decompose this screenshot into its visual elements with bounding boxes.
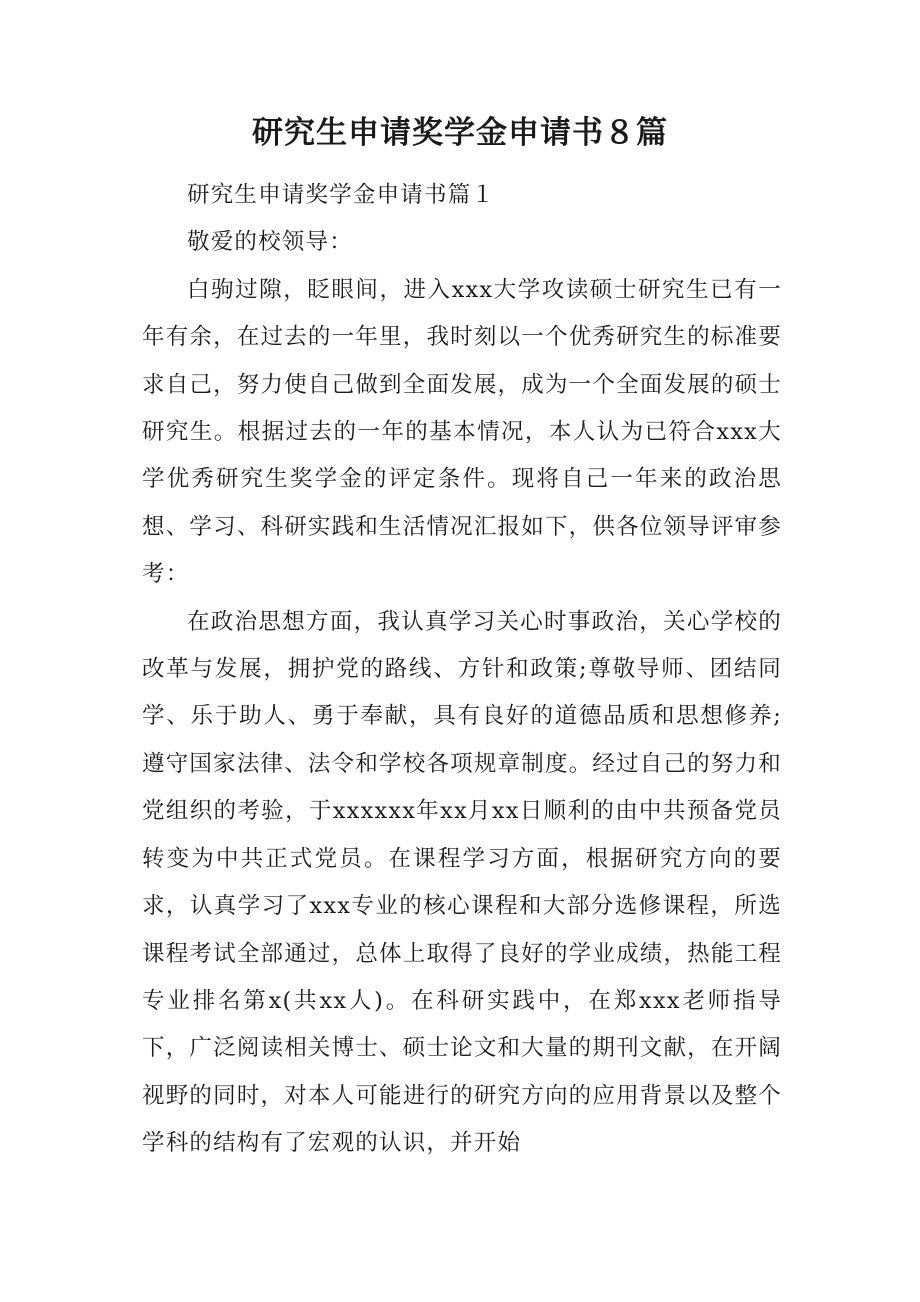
salutation: 敬爱的校领导：: [187, 229, 353, 256]
paragraph-1: 白驹过隙，眨眼间，进入xxx大学攻读硕士研究生已有一年有余，在过去的一年里，我时刻以一个优秀研究生的标准要求自己，努力使自己做到全面发展，成为一个全面发展的硕士研究生。根据过去的一年的基本情况，本人认为已符合xxx大学优秀研究生奖学金的评定条件。现将自己一年来的政治思想、学习、科研实践和生活情况汇报如下，供各位领导评审参考：: [142, 276, 782, 588]
document-title: 研究生申请奖学金申请书８篇: [252, 115, 668, 151]
document-body: [142, 172, 782, 1168]
section-heading: 研究生申请奖学金申请书篇１: [187, 182, 496, 208]
paragraph-2: 在政治思想方面，我认真学习关心时事政治，关心学校的改革与发展，拥护党的路线、方针和政策;尊敬导师、团结同学、乐于助人、勇于奉献，具有良好的道德品质和思想修养;遵守国家法律、法令和学校各项规章制度。经过自己的努力和党组织的考验，于xxxxxx年xx月xx日顺利的由中共预备党员转变为中共正式党员。在课程学习方面，根据研究方向的要求，认真学习了xxx专业的核心课程和大部分选修课程，所选课程考试全部通过，总体上取得了良好的学业成绩，热能工程专业排名第x(共xx人)。在科研实践中，在郑xxx老师指导下，广泛阅读相关博士、硕士论文和大量的期刊文献，在开阔视野的同时，对本人可能进行的研究方向的应用背景以及整个学科的结构有了宏观的认识，并开始: [142, 608, 782, 1157]
